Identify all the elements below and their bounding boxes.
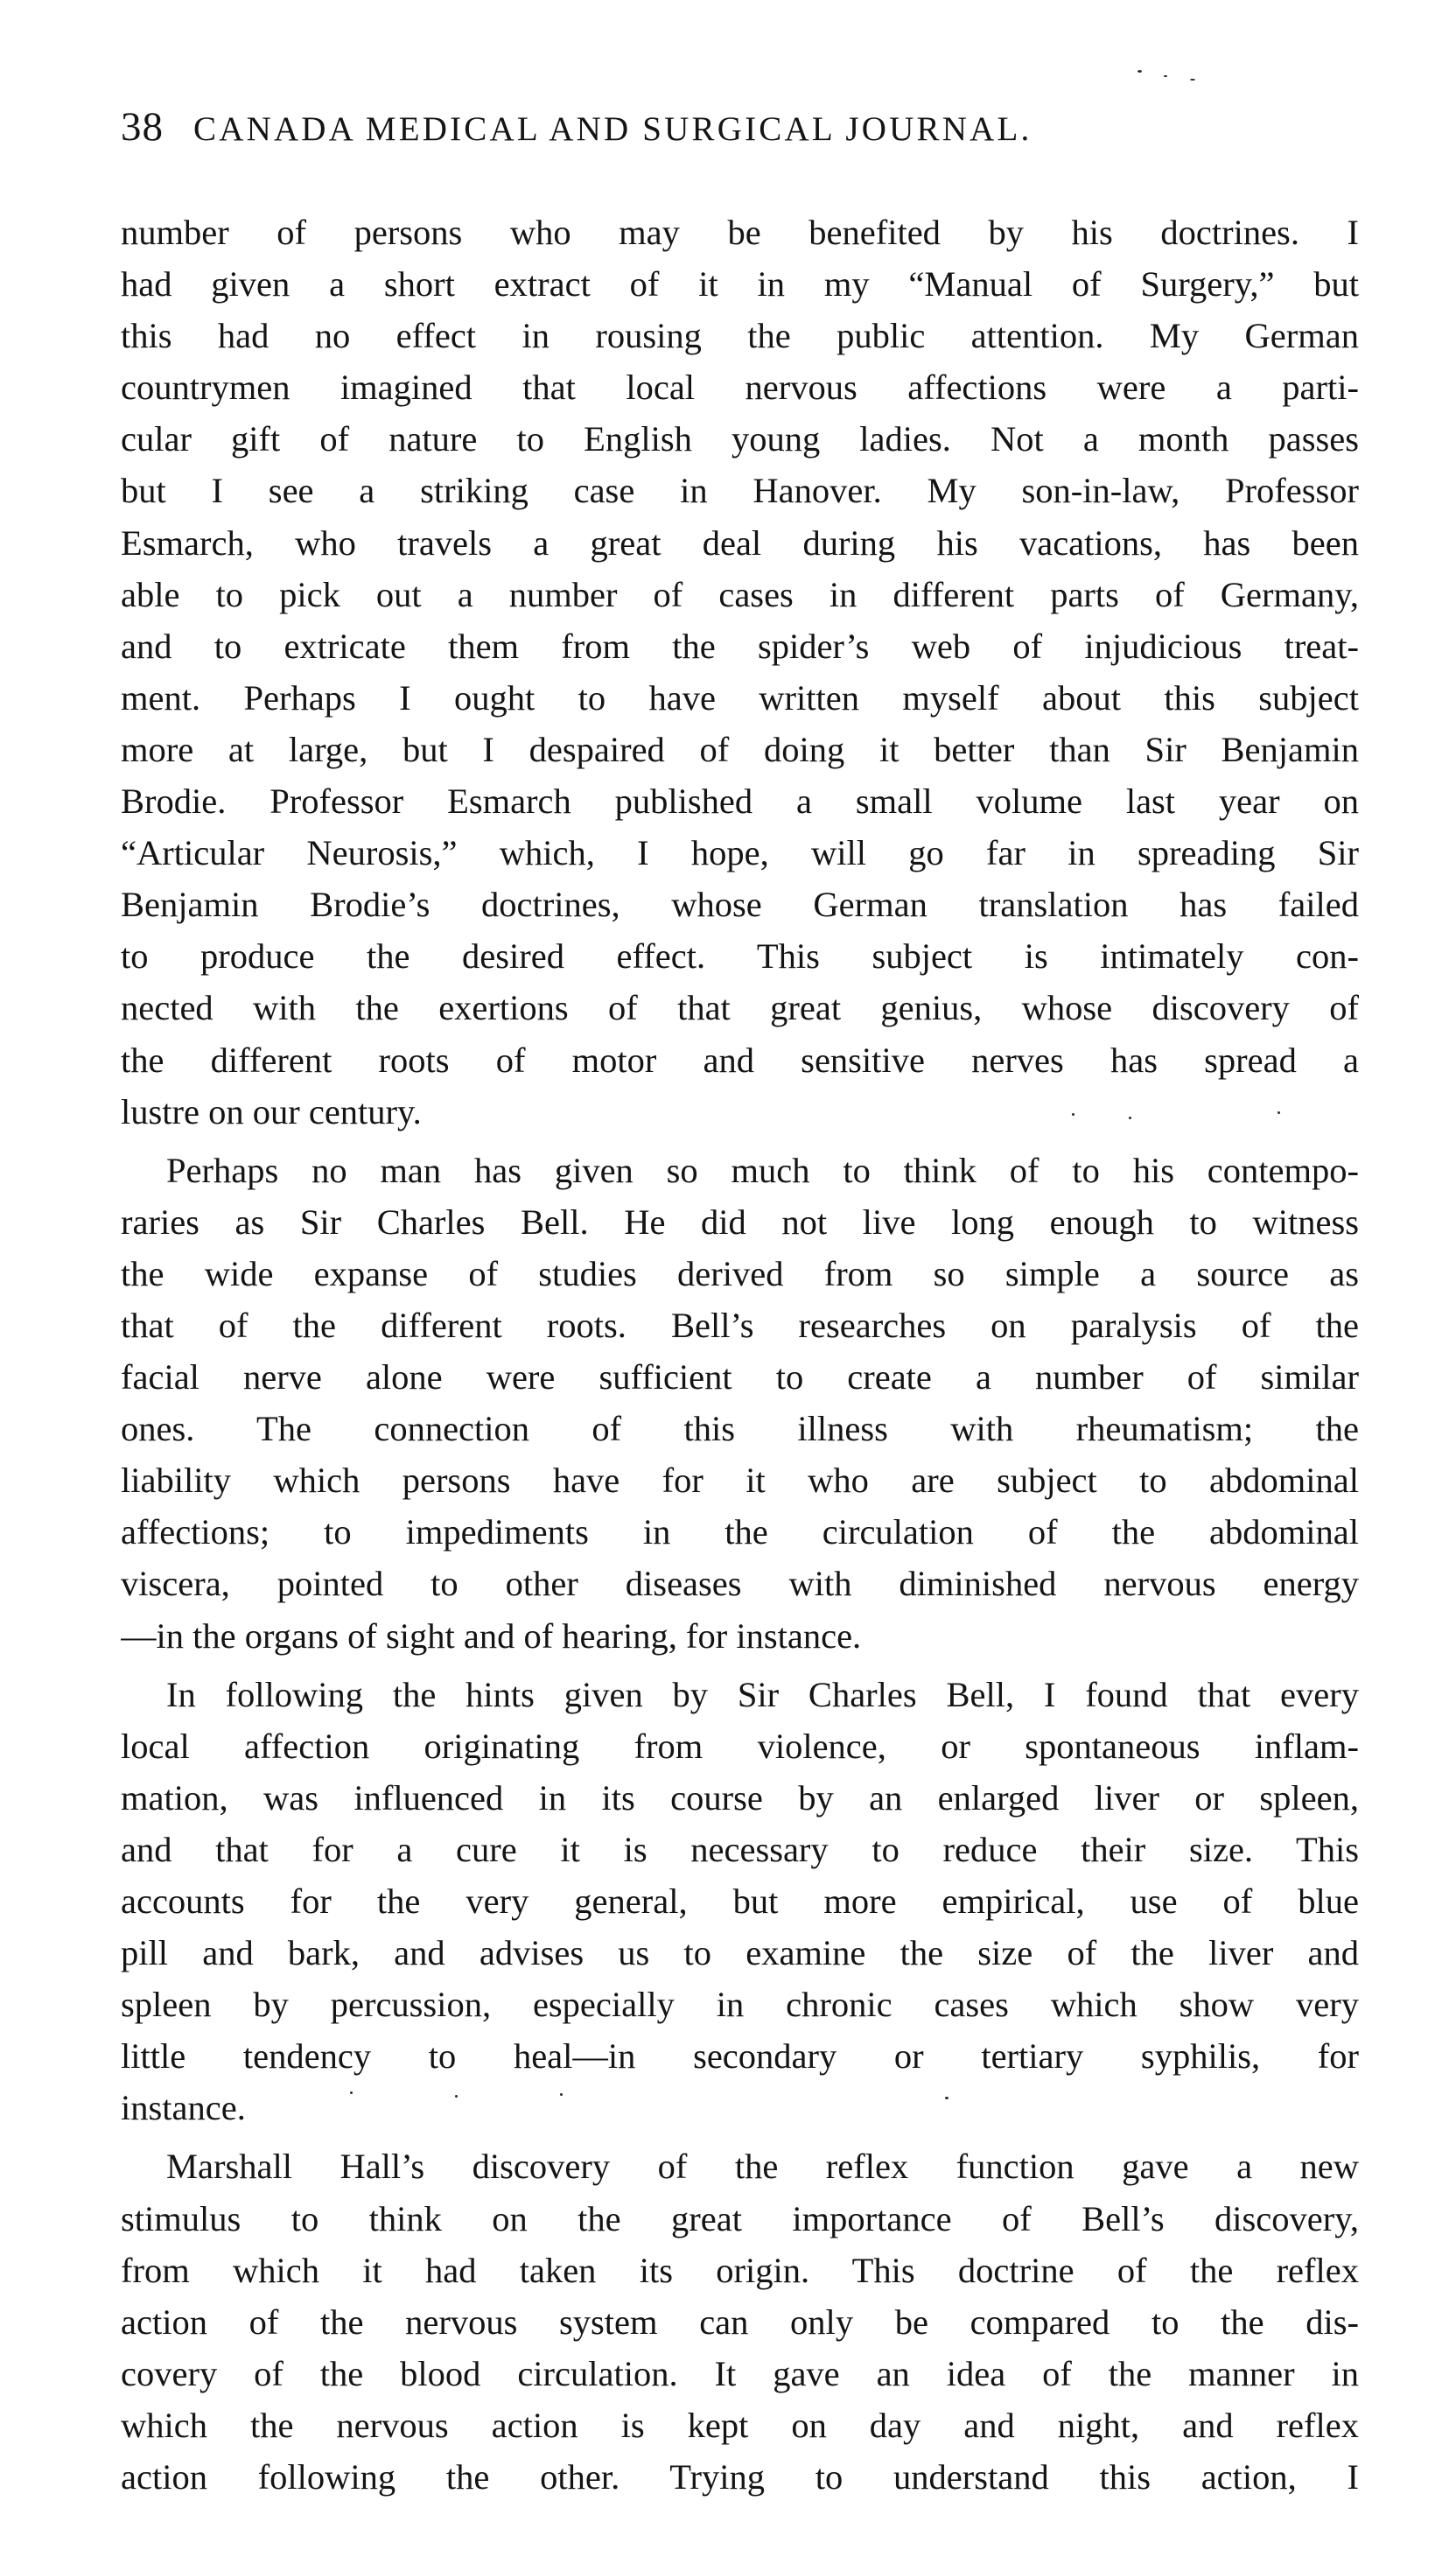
text-line: Marshall Hall’s discovery of the reflex function gave a new (166, 2147, 1359, 2187)
text-line: this had no effect in rousing the public attention. My German (121, 316, 1359, 356)
article-body (121, 207, 1359, 2503)
text-line: stimulus to think on the great importance of Bell’s discovery, (121, 2198, 1359, 2238)
text-line: able to pick out a number of cases in different parts of Germany, (121, 574, 1359, 614)
paragraph-gap (121, 1662, 1359, 1669)
text-line: Esmarch, who travels a great deal during his vacations, has been (121, 522, 1359, 563)
scan-speck (455, 2095, 458, 2098)
paragraph (121, 2140, 1359, 2503)
scan-speck (1129, 1117, 1131, 1119)
text-line: instance. (121, 2088, 246, 2128)
text-line: In following the hints given by Sir Charles Bell, I found that every (166, 1674, 1359, 1714)
text-line: the wide expanse of studies derived from so simple a source as (121, 1253, 1359, 1293)
text-line: the different roots of motor and sensitive nerves has spread a (121, 1040, 1359, 1080)
journal-title: CANADA MEDICAL AND SURGICAL JOURNAL. (193, 110, 1032, 148)
text-line: action of the nervous system can only be compared to the dis- (121, 2301, 1359, 2342)
text-line: local affection originating from violence, or spontaneous inflam- (121, 1726, 1359, 1766)
scan-speck (1138, 70, 1142, 73)
text-line: but I see a striking case in Hanover. My son-in-law, Professor (121, 471, 1359, 511)
paragraph-gap (121, 2133, 1359, 2140)
text-line: “Articular Neurosis,” which, I hope, will go far in spreading Sir (121, 833, 1359, 873)
text-line: number of persons who may be benefited by his doctrines. I (121, 213, 1359, 252)
text-line: cular gift of nature to English young ladies. Not a month passes (121, 419, 1359, 459)
text-line: accounts for the very general, but more empirical, use of blue (121, 1881, 1359, 1921)
text-line: liability which persons have for it who are subject to abdominal (121, 1461, 1359, 1501)
text-line: viscera, pointed to other diseases with diminished nervous energy (121, 1564, 1359, 1604)
text-line: more at large, but I despaired of doing it better than Sir Benjamin (121, 729, 1359, 769)
text-line: —in the organs of sight and of hearing, for instance. (121, 1615, 862, 1656)
text-line: little tendency to heal—in secondary or tertiary syphilis, for (121, 2036, 1359, 2077)
text-line: and to extricate them from the spider’s web of injudicious treat- (121, 626, 1359, 666)
text-line: nected with the exertions of that great genius, whose discovery of (121, 988, 1359, 1028)
text-line: from which it had taken its origin. This doctrine of the reflex (121, 2250, 1359, 2290)
text-line: to produce the desired effect. This subject is intimately con- (121, 936, 1359, 977)
text-line: had given a short extract of it in my “Manual of Surgery,” but (121, 264, 1359, 305)
scan-speck (350, 2091, 353, 2094)
page-number: 38 (121, 104, 164, 150)
text-line: countrymen imagined that local nervous affections were a parti- (121, 368, 1359, 408)
scan-speck (1072, 1113, 1074, 1116)
text-line: raries as Sir Charles Bell. He did not live long enough to witness (121, 1201, 1359, 1242)
scan-speck (945, 2097, 948, 2099)
text-line: ones. The connection of this illness with rheumatism; the (121, 1409, 1359, 1449)
text-line: Benjamin Brodie’s doctrines, whose German translation has failed (121, 885, 1359, 925)
text-line: and that for a cure it is necessary to reduce their size. This (121, 1829, 1359, 1869)
text-line: which the nervous action is kept on day and night, and reflex (121, 2405, 1359, 2445)
text-line: affections; to impediments in the circulation of the abdominal (121, 1512, 1359, 1552)
text-line: covery of the blood circulation. It gave an idea of the manner in (121, 2353, 1359, 2393)
paragraph (121, 207, 1359, 1138)
text-line: facial nerve alone were sufficient to create a number of similar (121, 1357, 1359, 1398)
text-line: lustre on our century. (121, 1091, 422, 1131)
paragraph-gap (121, 1138, 1359, 1145)
text-line: mation, was influenced in its course by an enlarged liver or spleen, (121, 1777, 1359, 1818)
paragraph (121, 1669, 1359, 2134)
page-header (121, 103, 1346, 156)
text-line: ment. Perhaps I ought to have written myself about this subject (121, 677, 1359, 718)
text-line: action following the other. Trying to understand this action, I (121, 2457, 1359, 2497)
text-line: Perhaps no man has given so much to think of to his contempo- (166, 1150, 1359, 1190)
scan-speck (1164, 75, 1167, 77)
paragraph (121, 1145, 1359, 1662)
scan-speck (560, 2093, 563, 2096)
text-line: that of the different roots. Bell’s researches on paralysis of the (121, 1305, 1359, 1345)
text-line: Brodie. Professor Esmarch published a small volume last year on (121, 781, 1359, 822)
scan-speck (1190, 79, 1195, 81)
scan-speck (1278, 1111, 1280, 1114)
text-line: pill and bark, and advises us to examine the size of the liver and (121, 1933, 1359, 1973)
text-line: spleen by percussion, especially in chronic cases which show very (121, 1985, 1359, 2025)
